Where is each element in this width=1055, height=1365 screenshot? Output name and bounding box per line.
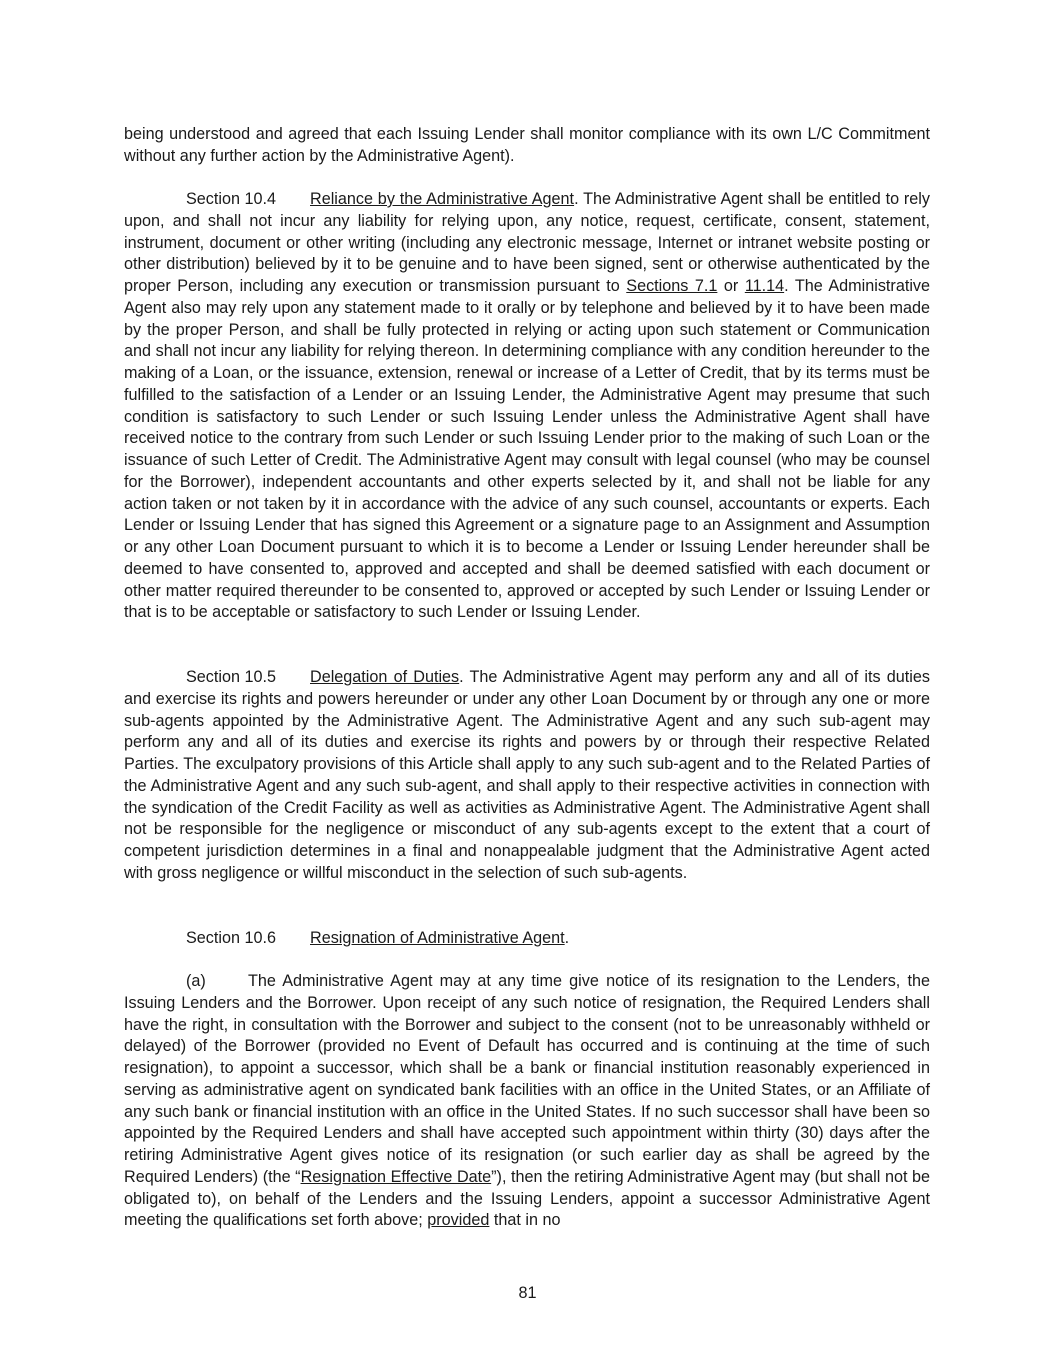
proviso-term: provided xyxy=(427,1211,490,1230)
defined-term: Resignation Effective Date xyxy=(300,1167,492,1186)
paragraph-a-label: (a) xyxy=(186,972,206,990)
continuation-paragraph xyxy=(124,124,930,168)
section-10-6-heading-end: . xyxy=(564,929,570,947)
section-10-4-cross-reference: 11.14 xyxy=(744,277,785,295)
section-10-6-heading: Resignation of Administrative Agent xyxy=(310,929,565,947)
section-10-4-text-c: . The Administrative Agent also may rely upon any statement made to it orally or by telephone and believed by it to have been made by the proper Person, and shall be fully protected in relying or acting upon such statement or Communication and shall not incur any liability for relying thereon. In determining compliance with any condition hereunder to the making of a Loan, or the issuance, extension, renewal or increase of a Letter of Credit, that by its terms must be fulfilled to the satisfaction of a Lender or an Issuing Lender, the Administrative Agent may presume that such condition is satisfactory to such Lender or such Issuing Lender unless the Administrative Agent shall have received notice to the contrary from such Lender or such Issuing Lender prior to the making of such Loan or the issuance of such Letter of Credit. The Administrative Agent may consult with legal counsel (who may be counsel for the Borrower), independent accountants and other experts selected by it, and shall not be liable for any action taken or not taken by it in accordance with the advice of any such counsel, accountants or experts. Each Lender or Issuing Lender that has signed this Agreement or a signature page to an Assignment and Assumption or any other Loan Document pursuant to which it is to become a Lender or Issuing Lender hereunder shall be deemed to have consented to, approved and accepted and shall be deemed satisfied with each document or other matter required thereunder to be consented to, approved or accepted by such Lender or Issuing Lender or that is to be acceptable or satisfactory to such Lender or Issuing Lender. xyxy=(124,277,931,622)
paragraph-a xyxy=(124,971,930,1232)
page-number: 81 xyxy=(518,1284,537,1302)
section-10-4-number: Section 10.4 xyxy=(186,190,276,208)
paragraph-a-text-c: that in no xyxy=(489,1211,561,1230)
section-10-5-number: Section 10.5 xyxy=(186,668,276,686)
section-10-5-text: . The Administrative Agent may perform any and all of its duties and exercise its rights and powers hereunder or under any other Loan Document by or through any one or more sub-agents appointed by the Administrative Agent. The Administrative Agent and any such sub-agent may perform any and all of its duties and exercise its rights and powers by or through their respective Related Parties. The exculpatory provisions of this Article shall apply to any such sub-agent and to the Related Parties of the Administrative Agent and any such sub-agent, and shall apply to their respective activities in connection with the syndication of the Credit Facility as well as activities as Administrative Agent. The Administrative Agent shall not be responsible for the negligence or misconduct of any sub-agents except to the extent that a court of competent jurisdiction determines in a final and nonappealable judgment that the Administrative Agent acted with gross negligence or willful misconduct in the selection of such sub-agents. xyxy=(124,668,930,882)
section-10-4-text-a: . The Administrative Agent shall be entitled to rely upon, and shall not incur any liability for relying upon, any notice, request, certificate, consent, statement, instrument, document or other writing (including any electronic message, Internet or intranet website posting or other distribution) believed by it to be genuine and to have been signed, sent or otherwise authenticated by the proper Person, including any execution or transmission pursuant to xyxy=(124,190,931,295)
section-10-4-paragraph xyxy=(124,189,930,624)
section-10-6-paragraph xyxy=(124,928,930,950)
paragraph-a-text-b: ”), then the retiring Administrative Agent may (but shall not be obligated to), on behalf of the Lenders and the Issuing Lenders, appoint a successor Administrative Agent meeting the qualifications set forth above; xyxy=(124,1167,931,1230)
section-10-6-number: Section 10.6 xyxy=(186,929,276,947)
section-10-4-cross-reference: Sections 7.1 xyxy=(626,277,718,295)
section-10-4-text-b: or xyxy=(717,277,745,295)
section-10-5-paragraph xyxy=(124,667,930,885)
section-10-4-heading: Reliance by the Administrative Agent xyxy=(310,190,575,208)
paragraph-a-text-a: The Administrative Agent may at any time give notice of its resignation to the Lenders, the Issuing Lenders and the Borrower. Upon receipt of any such notice of resignation, the Required Lenders shall have the right, in consultation with the Borrower and subject to the consent (not to be unreasonably withheld or delayed) of the Borrower (provided no Event of Default has occurred and is continuing at the time of such resignation), to appoint a successor, which shall be a bank or financial institution reasonably experienced in serving as administrative agent on syndicated bank facilities with an office in the United States, or an Affiliate of any such bank or financial institution with an office in the United States. If no such successor shall have been so appointed by the Required Lenders and shall have accepted such appointment within thirty (30) days after the retiring Administrative Agent gives notice of its resignation (or such earlier day as shall be agreed by the Required Lenders) (the “ xyxy=(124,972,930,1186)
section-10-5-heading: Delegation of Duties xyxy=(310,668,460,686)
continuation-text: being understood and agreed that each Issuing Lender shall monitor compliance with its own L/C Commitment without any further action by the Administrative Agent). xyxy=(124,125,930,165)
